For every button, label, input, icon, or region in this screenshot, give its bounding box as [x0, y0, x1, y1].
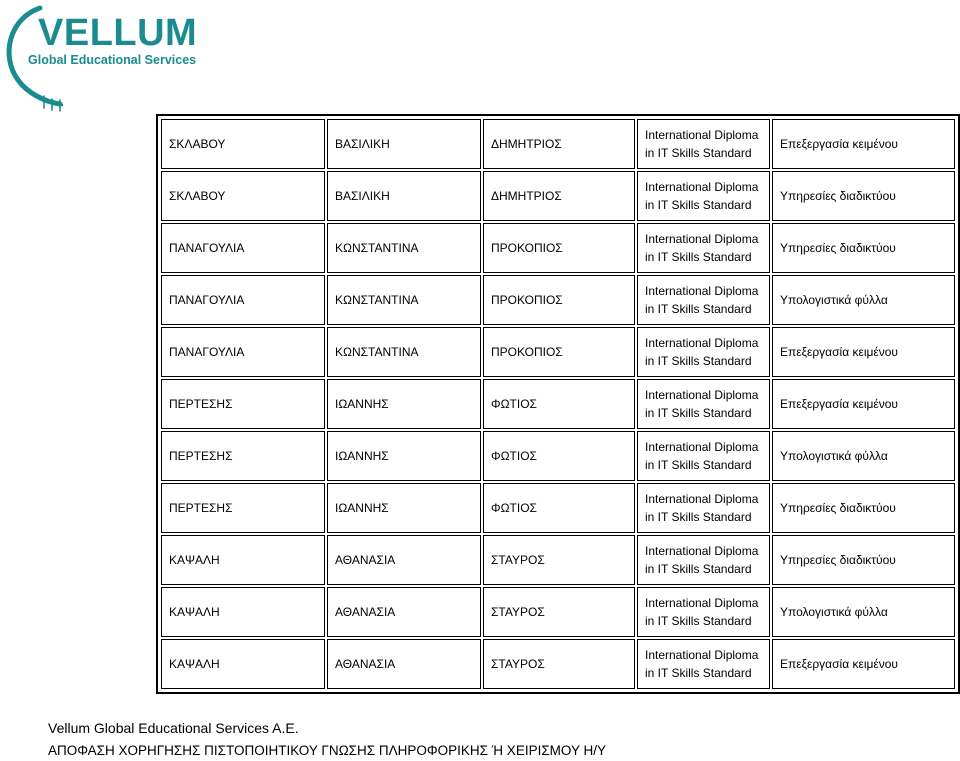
logo-tagline: Global Educational Services — [28, 53, 197, 67]
table-row — [161, 327, 955, 377]
table-row — [161, 431, 955, 481]
father-name-cell: ΠΡΟΚΟΠΙΟΣ — [483, 223, 635, 273]
diploma-line-2: in IT Skills Standard — [645, 146, 752, 160]
certificates-table-body — [161, 119, 955, 689]
table-row — [161, 379, 955, 429]
surname-cell: ΠΑΝΑΓΟΥΛΙΑ — [161, 223, 325, 273]
surname-cell: ΠΑΝΑΓΟΥΛΙΑ — [161, 327, 325, 377]
module-cell: Υπολογιστικά φύλλα — [772, 275, 955, 325]
father-name-cell: ΔΗΜΗΤΡΙΟΣ — [483, 171, 635, 221]
surname-cell: ΣΚΛΑΒΟΥ — [161, 171, 325, 221]
diploma-cell — [637, 327, 770, 377]
diploma-cell — [637, 639, 770, 689]
table-row — [161, 587, 955, 637]
diploma-line-2: in IT Skills Standard — [645, 406, 752, 420]
first-name-cell: ΙΩΑΝΝΗΣ — [327, 431, 481, 481]
father-name-cell: ΣΤΑΥΡΟΣ — [483, 639, 635, 689]
logo-wordmark: VELLUM — [38, 12, 198, 54]
father-name-cell: ΠΡΟΚΟΠΙΟΣ — [483, 275, 635, 325]
diploma-line-2: in IT Skills Standard — [645, 198, 752, 212]
table-row — [161, 535, 955, 585]
diploma-line-2: in IT Skills Standard — [645, 510, 752, 524]
module-cell: Υπηρεσίες διαδικτύου — [772, 171, 955, 221]
diploma-line-1: International Diploma — [645, 180, 759, 194]
father-name-cell: ΦΩΤΙΟΣ — [483, 431, 635, 481]
footer-company: Vellum Global Educational Services A.E. — [48, 720, 299, 736]
module-cell: Επεξεργασία κειμένου — [772, 379, 955, 429]
module-cell: Υπηρεσίες διαδικτύου — [772, 483, 955, 533]
table-row — [161, 275, 955, 325]
table-row — [161, 483, 955, 533]
first-name-cell: ΑΘΑΝΑΣΙΑ — [327, 587, 481, 637]
diploma-line-2: in IT Skills Standard — [645, 562, 752, 576]
surname-cell: ΠΕΡΤΕΣΗΣ — [161, 379, 325, 429]
diploma-line-1: International Diploma — [645, 388, 759, 402]
diploma-line-1: International Diploma — [645, 492, 759, 506]
diploma-cell — [637, 431, 770, 481]
module-cell: Επεξεργασία κειμένου — [772, 639, 955, 689]
diploma-line-1: International Diploma — [645, 596, 759, 610]
diploma-line-2: in IT Skills Standard — [645, 302, 752, 316]
diploma-line-1: International Diploma — [645, 544, 759, 558]
surname-cell: ΠΑΝΑΓΟΥΛΙΑ — [161, 275, 325, 325]
vellum-logo — [0, 0, 230, 115]
certificates-table — [159, 117, 957, 691]
diploma-line-2: in IT Skills Standard — [645, 666, 752, 680]
diploma-cell — [637, 275, 770, 325]
first-name-cell: ΚΩΝΣΤΑΝΤΙΝΑ — [327, 223, 481, 273]
diploma-line-2: in IT Skills Standard — [645, 458, 752, 472]
diploma-line-2: in IT Skills Standard — [645, 250, 752, 264]
diploma-cell — [637, 535, 770, 585]
table-row — [161, 171, 955, 221]
module-cell: Υπηρεσίες διαδικτύου — [772, 535, 955, 585]
first-name-cell: ΑΘΑΝΑΣΙΑ — [327, 535, 481, 585]
diploma-line-1: International Diploma — [645, 440, 759, 454]
diploma-cell — [637, 171, 770, 221]
diploma-line-2: in IT Skills Standard — [645, 354, 752, 368]
first-name-cell: ΚΩΝΣΤΑΝΤΙΝΑ — [327, 275, 481, 325]
first-name-cell: ΒΑΣΙΛΙΚΗ — [327, 171, 481, 221]
module-cell: Υπολογιστικά φύλλα — [772, 587, 955, 637]
first-name-cell: ΒΑΣΙΛΙΚΗ — [327, 119, 481, 169]
diploma-line-1: International Diploma — [645, 128, 759, 142]
father-name-cell: ΔΗΜΗΤΡΙΟΣ — [483, 119, 635, 169]
father-name-cell: ΣΤΑΥΡΟΣ — [483, 535, 635, 585]
diploma-line-1: International Diploma — [645, 284, 759, 298]
diploma-cell — [637, 483, 770, 533]
table-row — [161, 119, 955, 169]
father-name-cell: ΠΡΟΚΟΠΙΟΣ — [483, 327, 635, 377]
first-name-cell: ΙΩΑΝΝΗΣ — [327, 483, 481, 533]
module-cell: Υπηρεσίες διαδικτύου — [772, 223, 955, 273]
diploma-cell — [637, 379, 770, 429]
first-name-cell: ΙΩΑΝΝΗΣ — [327, 379, 481, 429]
diploma-cell — [637, 119, 770, 169]
footer-document-title: ΑΠΟΦΑΣΗ ΧΟΡΗΓΗΣΗΣ ΠΙΣΤΟΠΟΙΗΤΙΚΟΥ ΓΝΩΣΗΣ ΠΛΗΡΟΦΟΡΙΚΗΣ Ή ΧΕΙΡΙΣΜΟΥ Η/Υ — [48, 743, 606, 758]
surname-cell: ΣΚΛΑΒΟΥ — [161, 119, 325, 169]
module-cell: Επεξεργασία κειμένου — [772, 327, 955, 377]
certificates-table-frame — [156, 114, 960, 694]
father-name-cell: ΦΩΤΙΟΣ — [483, 483, 635, 533]
diploma-cell — [637, 223, 770, 273]
father-name-cell: ΣΤΑΥΡΟΣ — [483, 587, 635, 637]
module-cell: Επεξεργασία κειμένου — [772, 119, 955, 169]
module-cell: Υπολογιστικά φύλλα — [772, 431, 955, 481]
diploma-line-1: International Diploma — [645, 336, 759, 350]
first-name-cell: ΚΩΝΣΤΑΝΤΙΝΑ — [327, 327, 481, 377]
diploma-line-1: International Diploma — [645, 232, 759, 246]
surname-cell: ΚΑΨΑΛΗ — [161, 639, 325, 689]
surname-cell: ΚΑΨΑΛΗ — [161, 587, 325, 637]
father-name-cell: ΦΩΤΙΟΣ — [483, 379, 635, 429]
diploma-line-1: International Diploma — [645, 648, 759, 662]
table-row — [161, 223, 955, 273]
surname-cell: ΚΑΨΑΛΗ — [161, 535, 325, 585]
table-row — [161, 639, 955, 689]
surname-cell: ΠΕΡΤΕΣΗΣ — [161, 431, 325, 481]
diploma-line-2: in IT Skills Standard — [645, 614, 752, 628]
diploma-cell — [637, 587, 770, 637]
first-name-cell: ΑΘΑΝΑΣΙΑ — [327, 639, 481, 689]
surname-cell: ΠΕΡΤΕΣΗΣ — [161, 483, 325, 533]
